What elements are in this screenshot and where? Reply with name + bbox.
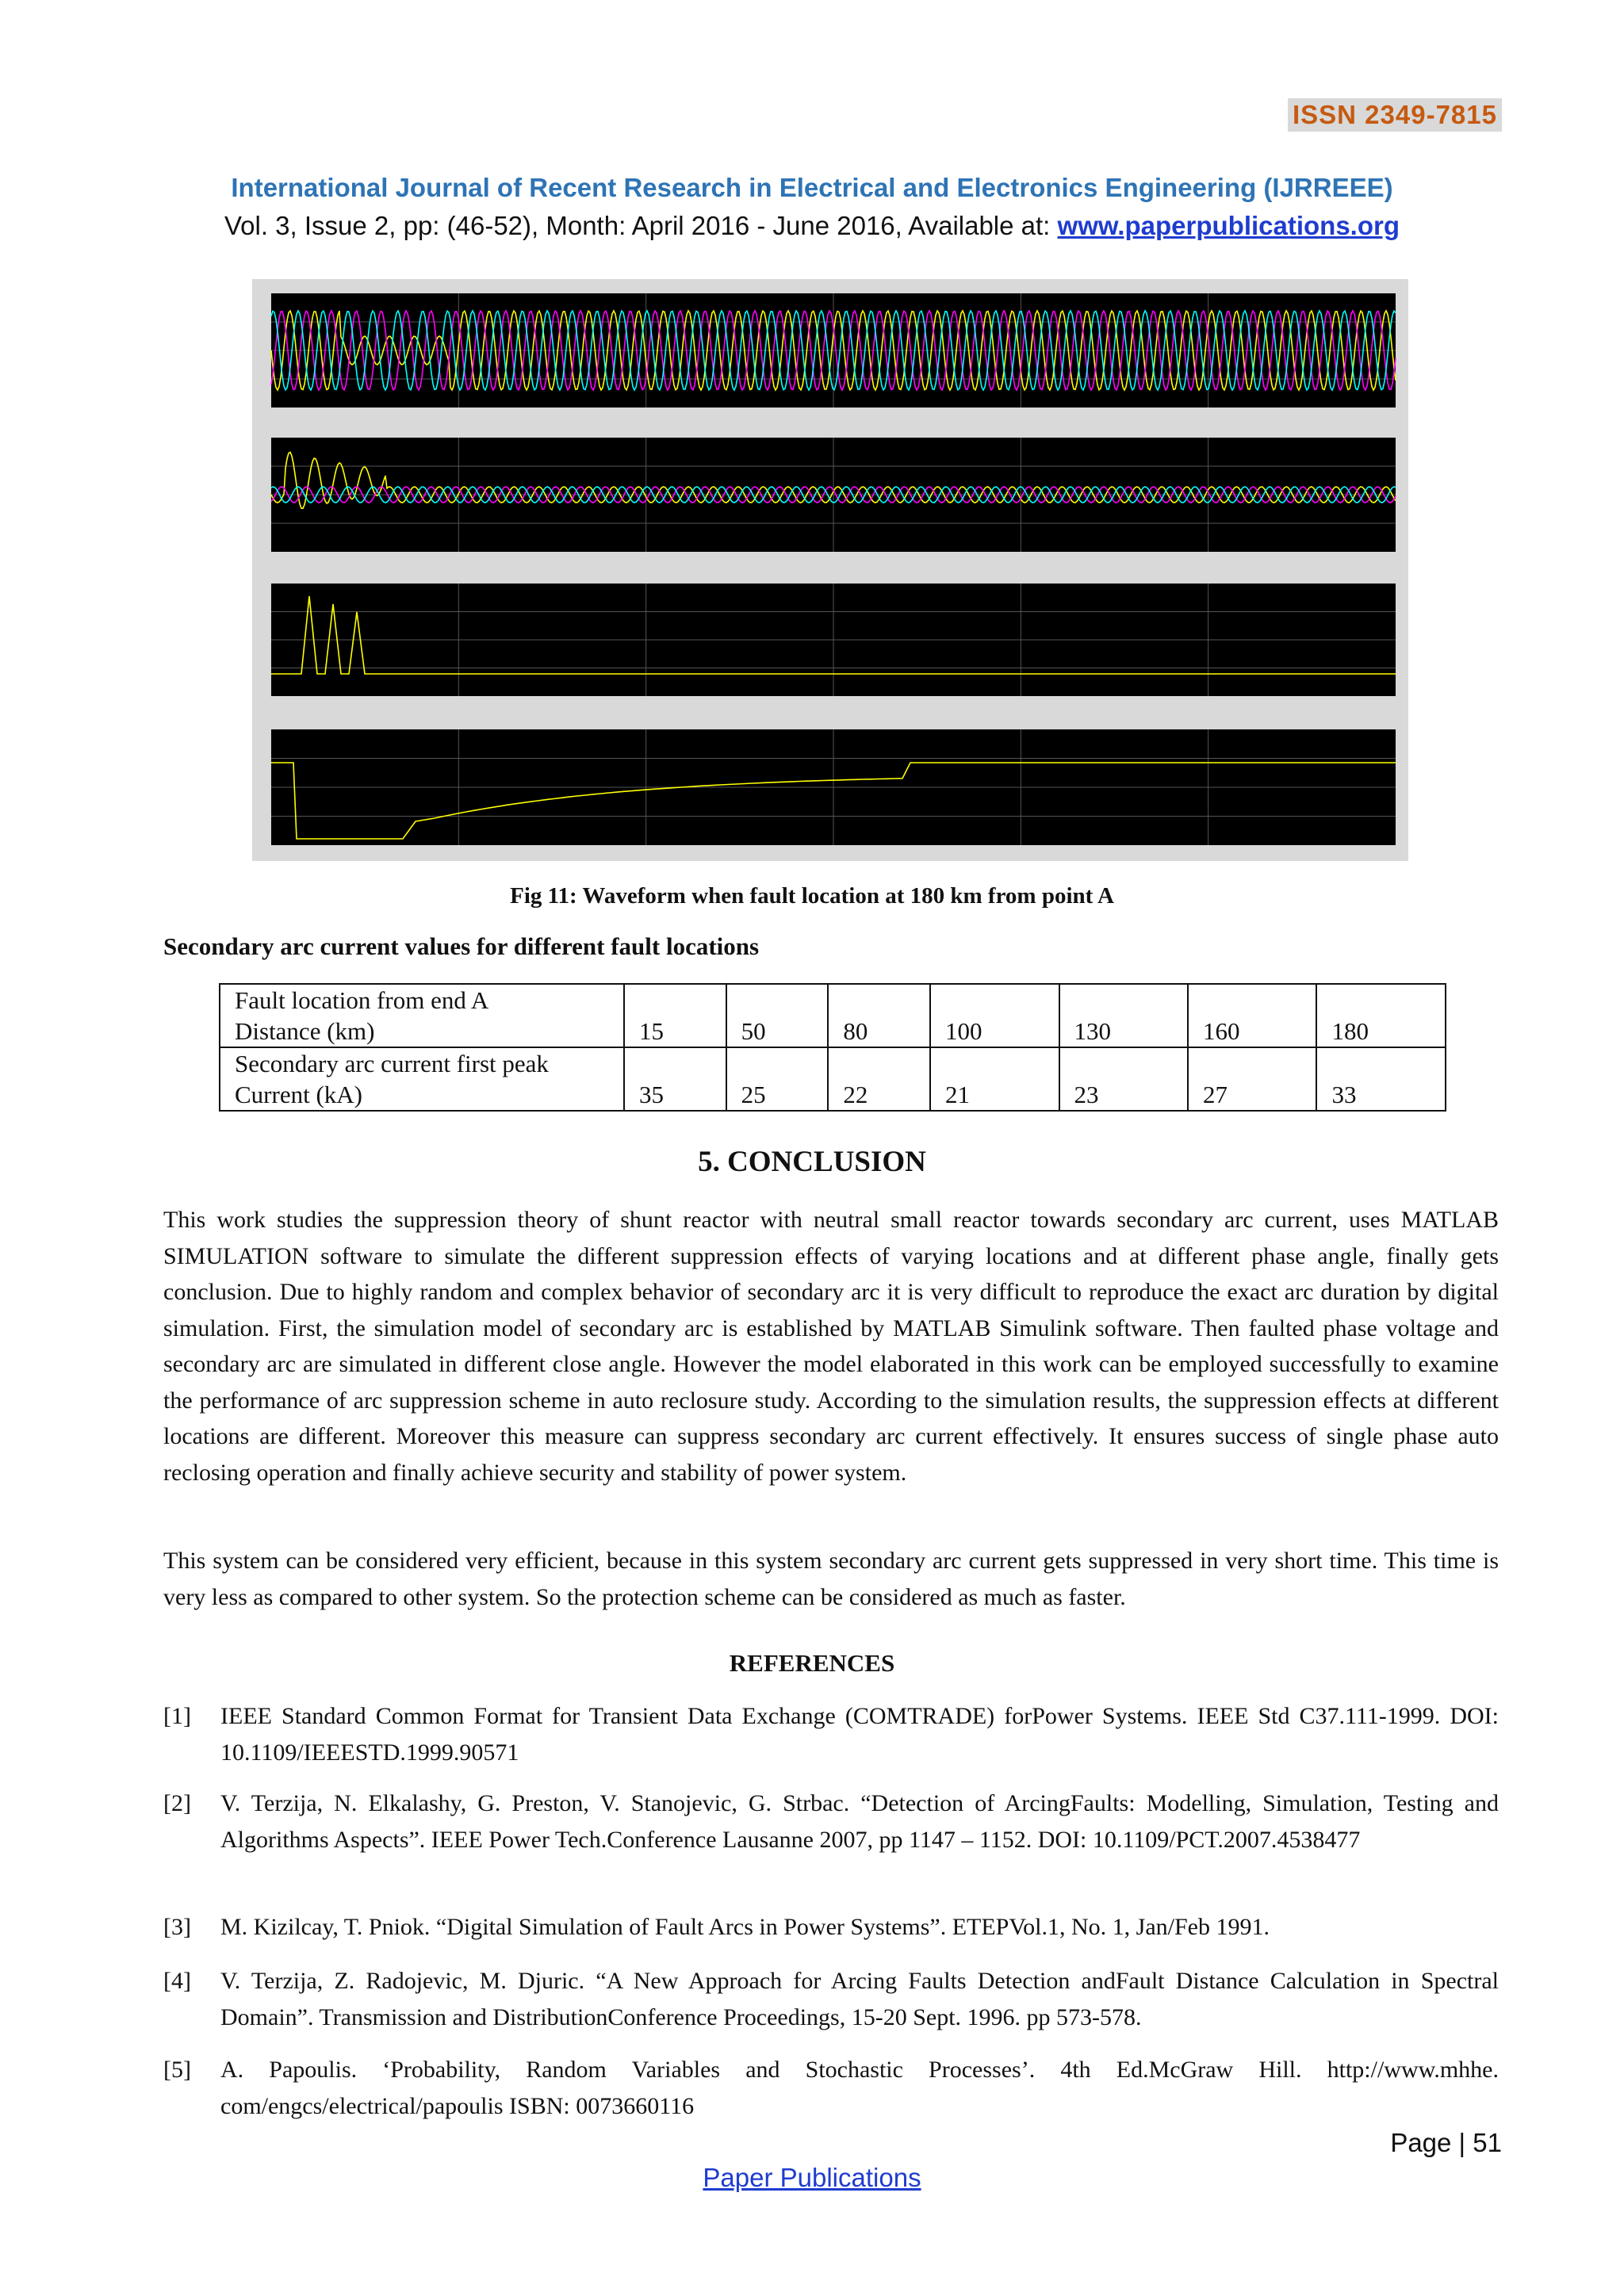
reference-number: [1] xyxy=(163,1703,191,1729)
reference-text: V. Terzija, N. Elkalashy, G. Preston, V. Stanojevic, G. Strbac. “Detection of ArcingFaults: Modelling, Simulation, Testing and Algorithms Aspects”. IEEE Power Tech.Conference Lausanne 2007, pp 1147 – 1152. DOI: 10.1109/PCT.2007.4538477 xyxy=(220,1790,1499,1853)
references-title: REFERENCES xyxy=(729,1649,895,1677)
table-cell: 27 xyxy=(1188,1047,1316,1111)
table-cell: 25 xyxy=(726,1047,829,1111)
reference-text: IEEE Standard Common Format for Transient Data Exchange (COMTRADE) forPower Systems. IEEE Std C37.111-1999. DOI: 10.1109/IEEESTD.1999.90571 xyxy=(220,1703,1499,1766)
reference-number: [3] xyxy=(163,1914,191,1940)
reference-number: [5] xyxy=(163,2057,191,2083)
conclusion-paragraph-2: This system can be considered very efficient, because in this system secondary arc current gets suppressed in very short time. This time is very less as compared to other system. So the protection scheme can be considered as much as faster. xyxy=(163,1548,1499,1610)
table-cell: 80 xyxy=(828,984,930,1047)
table-cell: 35 xyxy=(624,1047,726,1111)
table-row xyxy=(220,984,1446,1047)
table-row xyxy=(220,1047,1446,1111)
table-cell: 15 xyxy=(624,984,726,1047)
reference-item xyxy=(163,1785,1499,1858)
journal-website-link[interactable]: www.paperpublications.org xyxy=(1057,211,1400,240)
figure-caption: Fig 11: Waveform when fault location at 180 km from point A xyxy=(510,883,1114,909)
row-label-line: Current (kA) xyxy=(235,1081,362,1108)
reference-text: M. Kizilcay, T. Pniok. “Digital Simulation of Fault Arcs in Power Systems”. ETEPVol.1, No. 1, Jan/Feb 1991. xyxy=(220,1914,1270,1940)
row-label-line: Fault location from end A xyxy=(235,986,489,1014)
volume-line xyxy=(0,211,1624,241)
table-cell: 100 xyxy=(930,984,1059,1047)
footer xyxy=(0,2163,1624,2193)
table-heading: Secondary arc current values for different fault locations xyxy=(163,932,760,960)
table-cell: 21 xyxy=(930,1047,1059,1111)
publisher-link[interactable]: Paper Publications xyxy=(703,2163,921,2192)
table-cell: 33 xyxy=(1316,1047,1446,1111)
reference-item xyxy=(163,1909,1499,1946)
table-cell: 130 xyxy=(1059,984,1188,1047)
reference-number: [4] xyxy=(163,1968,191,1994)
reference-item xyxy=(163,1698,1499,1770)
row-label-current xyxy=(220,1047,624,1111)
waveform-plot xyxy=(252,279,1408,861)
row-label-line: Distance (km) xyxy=(235,1017,375,1045)
issn-badge: ISSN 2349-7815 xyxy=(1288,98,1502,132)
table-cell: 22 xyxy=(828,1047,930,1111)
reference-text: V. Terzija, Z. Radojevic, M. Djuric. “A New Approach for Arcing Faults Detection andFault Distance Calculation in Spectral Domain”. Transmission and DistributionConference Proceedings, 15-20 Sept. 1996. pp 573-578. xyxy=(220,1968,1499,2030)
journal-title: International Journal of Recent Research in Electrical and Electronics Engineering (IJRREEE) xyxy=(231,173,1393,202)
arc-current-table xyxy=(219,983,1446,1112)
section-title-conclusion: 5. CONCLUSION xyxy=(698,1146,926,1178)
reference-number: [2] xyxy=(163,1790,191,1816)
table-cell: 50 xyxy=(726,984,829,1047)
table-cell: 180 xyxy=(1316,984,1446,1047)
table-cell: 23 xyxy=(1059,1047,1188,1111)
reference-item xyxy=(163,2052,1499,2124)
row-label-line: Secondary arc current first peak xyxy=(235,1050,549,1077)
reference-item xyxy=(163,1963,1499,2035)
table-cell: 160 xyxy=(1188,984,1316,1047)
conclusion-paragraph-1: This work studies the suppression theory of shunt reactor with neutral small reactor towards secondary arc current, uses MATLAB SIMULATION software to simulate the different suppression effects of varying locations and at different phase angle, finally gets conclusion. Due to highly random and complex behavior of secondary arc it is very difficult to reproduce the exact arc duration by digital simulation. First, the simulation model of secondary arc is established by MATLAB Simulink software. Then faulted phase voltage and secondary arc are simulated in different close angle. However the model elaborated in this work can be employed successfully to examine the performance of arc suppression scheme in auto reclosure study. According to the simulation results, the suppression effects at different locations are different. Moreover this measure can suppress secondary arc current effectively. It ensures success of single phase auto reclosing operation and finally achieve security and stability of power system. xyxy=(163,1207,1499,1486)
row-label-distance xyxy=(220,984,624,1047)
waveform-figure xyxy=(252,279,1408,861)
page-number: Page | 51 xyxy=(1390,2128,1502,2157)
reference-text: A. Papoulis. ‘Probability, Random Variables and Stochastic Processes’. 4th Ed.McGraw Hill. http://www.mhhe. com/engcs/electrical/papoulis ISBN: 0073660116 xyxy=(220,2057,1499,2119)
volume-info: Vol. 3, Issue 2, pp: (46-52), Month: April 2016 - June 2016, Available at: xyxy=(224,211,1058,240)
